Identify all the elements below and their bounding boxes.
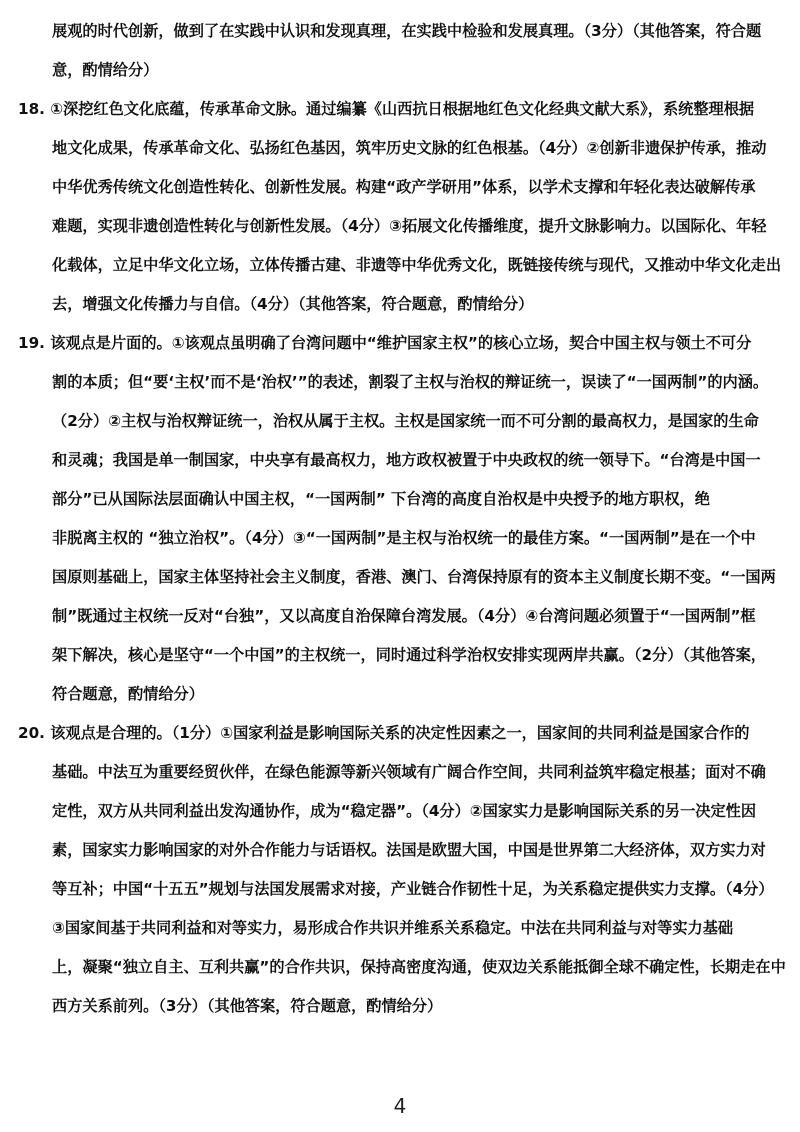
- text-line: 化载体，立足中华文化立场，立体传播古建、非遗等中华优秀文化，既链接传统与现代，又推动中华文化走出: [52, 256, 781, 274]
- text-line: 上，凝聚“独立自主、互利共赢”的合作共识，保持高密度沟通，使双边关系能抵御全球不确定性，长期走在中: [52, 958, 786, 976]
- text-line: 西方关系前列。（3分）（其他答案，符合题意，酌情给分）: [52, 997, 443, 1015]
- text-line: 符合题意，酌情给分）: [52, 685, 204, 703]
- text-line: 国原则基础上，国家主体坚持社会主义制度，香港、澳门、台湾保持原有的资本主义制度长期不变。“一国两: [52, 568, 776, 586]
- question-18-line: 18. ①深挖红色文化底蕴，传承革命文脉。通过编纂《山西抗日根据地红色文化经典文献大系》，系统整理根据: [18, 100, 755, 118]
- text-line: 部分”已从国际法层面确认中国主权，“一国两制” 下台湾的高度自治权是中央授予的地方职权，绝: [52, 490, 710, 508]
- text-line: 基础。中法互为重要经贸伙伴，在绿色能源等新兴领域有广阔合作空间，共同利益筑牢稳定根基；面对不确: [52, 763, 766, 781]
- text-line: 去，增强文化传播力与自信。（4分）（其他答案，符合题意，酌情给分）: [52, 295, 534, 313]
- text-line: 地文化成果，传承革命文化、弘扬红色基因，筑牢历史文脉的红色根基。（4分）②创新非遗保护传承，推动: [52, 139, 767, 157]
- text-line: 展观的时代创新，做到了在实践中认识和发现真理，在实践中检验和发展真理。（3分）（其他答案，符合题: [52, 22, 762, 40]
- text-line: 难题，实现非遗创造性转化与创新性发展。（4分）③拓展文化传播维度，提升文脉影响力。以国际化、年轻: [52, 217, 767, 235]
- text-line: 非脱离主权的 “独立治权”。（4分）③“一国两制”是主权与治权统一的最佳方案。“一国两制”是在一个中: [52, 529, 756, 547]
- text-line: 意，酌情给分）: [52, 61, 159, 79]
- question-19-line: 19. 该观点是片面的。①该观点虽明确了台湾问题中“维护国家主权”的核心立场，契合中国主权与领土不可分: [18, 334, 752, 352]
- text-line: 割的本质；但“要‘主权’而不是‘治权’”的表述，割裂了主权与治权的辩证统一，误读了“一国两制”的内涵。: [52, 373, 769, 391]
- text-line: （2分）②主权与治权辩证统一，治权从属于主权。主权是国家统一而不可分割的最高权力，是国家的生命: [52, 412, 759, 430]
- text-line: 中华优秀传统文化创造性转化、创新性发展。构建“政产学研用”体系，以学术支撑和年轻化表达破解传承: [52, 178, 756, 196]
- text-line: ③国家间基于共同利益和对等实力，易形成合作共识并维系关系稳定。中法在共同利益与对等实力基础: [52, 919, 734, 937]
- text-line: 素，国家实力影响国家的对外合作能力与话语权。法国是欧盟大国，中国是世界第二大经济体，双方实力对: [52, 841, 766, 859]
- question-20-line: 20. 该观点是合理的。（1分）①国家利益是影响国际关系的决定性因素之一，国家间的共同利益是国家合作的: [18, 724, 750, 742]
- text-line: 架下解决，核心是坚守“一个中国”的主权统一，同时通过科学治权安排实现两岸共赢。（2分）（其他答案，: [52, 646, 766, 664]
- page-number: 4: [393, 1094, 407, 1118]
- text-line: 和灵魂；我国是单一制国家，中央享有最高权力，地方政权被置于中央政权的统一领导下。“台湾是中国一: [52, 451, 761, 469]
- text-line: 制”既通过主权统一反对“台独”，又以高度自治保障台湾发展。（4分）④台湾问题必须置于“一国两制”框: [52, 607, 756, 625]
- text-line: 等互补；中国“十五五”规划与法国发展需求对接，产业链合作韧性十足，为关系稳定提供实力支撑。（4分）: [52, 880, 774, 898]
- text-line: 定性，双方从共同利益出发沟通协作，成为“稳定器”。（4分）②国家实力是影响国际关系的另一决定性因: [52, 802, 757, 820]
